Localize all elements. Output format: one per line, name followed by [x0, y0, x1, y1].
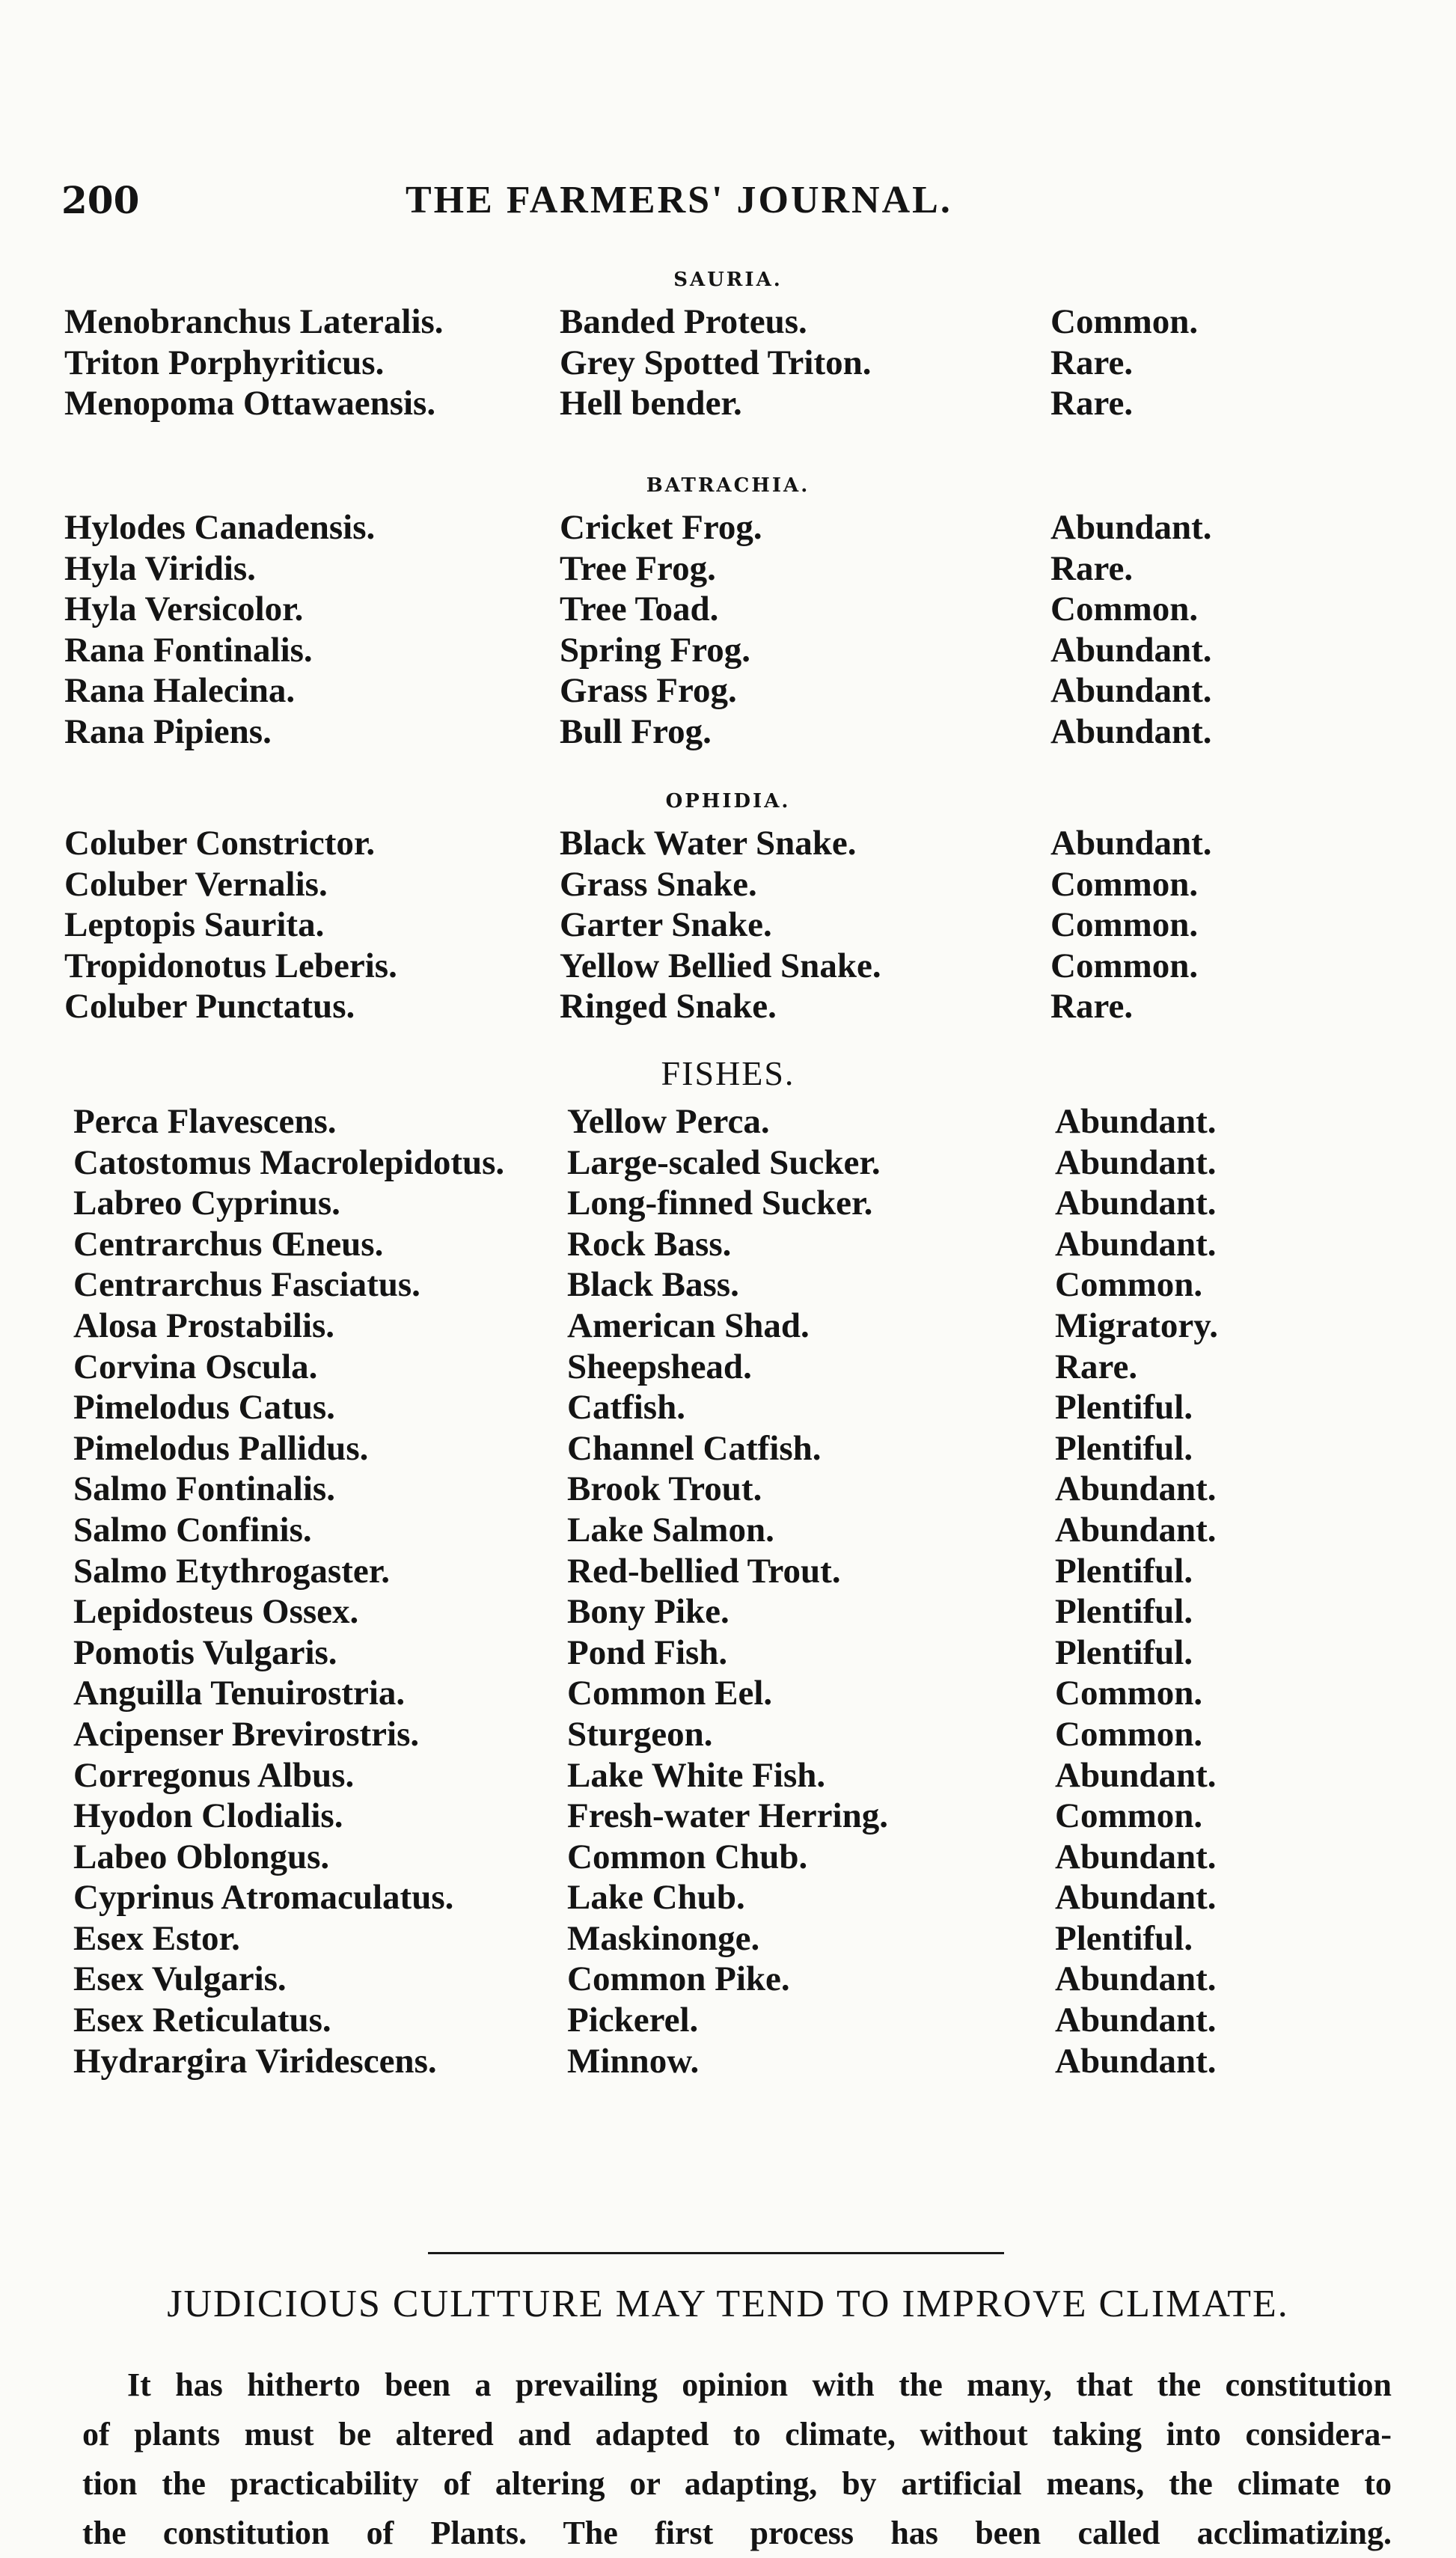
abundance: Abundant. [1055, 1102, 1217, 1141]
paragraph-line: the constitution of Plants. The first process has been called acclimatizing. [82, 2515, 1392, 2551]
common-name: Long-finned Sucker. [567, 1184, 873, 1223]
common-name: Lake Chub. [567, 1878, 745, 1918]
scientific-name: Alosa Prostabilis. [73, 1306, 335, 1345]
species-row [0, 1551, 1456, 1592]
scientific-name: Cyprinus Atromaculatus. [73, 1878, 454, 1918]
species-row [0, 670, 1456, 712]
common-name: Bull Frog. [560, 712, 712, 751]
species-row [0, 1877, 1456, 1918]
abundance: Rare. [1050, 384, 1134, 423]
scientific-name: Pimelodus Pallidus. [73, 1428, 369, 1468]
scientific-name: Menopoma Ottawaensis. [64, 384, 436, 423]
abundance: Common. [1055, 1265, 1203, 1305]
scientific-name: Menobranchus Lateralis. [64, 302, 444, 341]
species-row [0, 1469, 1456, 1510]
common-name: Maskinonge. [567, 1918, 760, 1958]
common-name: Banded Proteus. [560, 302, 807, 341]
abundance: Plentiful. [1055, 1592, 1193, 1632]
species-row [0, 1183, 1456, 1224]
scientific-name: Coluber Vernalis. [64, 864, 328, 904]
species-list-ophidia [0, 823, 1456, 1027]
species-row [0, 589, 1456, 630]
common-name: Lake White Fish. [567, 1755, 826, 1795]
scientific-name: Hylodes Canadensis. [64, 508, 376, 547]
abundance: Rare. [1050, 987, 1134, 1026]
common-name: Minnow. [567, 2041, 700, 2081]
common-name: Cricket Frog. [560, 508, 762, 547]
common-name: Pond Fish. [567, 1633, 728, 1672]
abundance: Common. [1055, 1674, 1203, 1713]
article-title: JUDICIOUS CULTTURE MAY TEND TO IMPROVE CLIMATE. [167, 2283, 1289, 2325]
species-row [0, 1837, 1456, 1878]
species-row [0, 986, 1456, 1027]
abundance: Abundant. [1055, 2041, 1217, 2081]
abundance: Abundant. [1050, 508, 1212, 547]
species-row [0, 343, 1456, 384]
scientific-name: Centrarchus Œneus. [73, 1224, 384, 1264]
section-fishes [0, 1046, 1456, 2081]
species-list-sauria [0, 302, 1456, 424]
abundance: Plentiful. [1055, 1918, 1193, 1958]
abundance: Abundant. [1055, 1184, 1217, 1223]
page-header [61, 178, 1416, 230]
common-name: Common Chub. [567, 1837, 808, 1876]
species-row [0, 383, 1456, 424]
scientific-name: Leptopis Saurita. [64, 905, 325, 945]
species-row [0, 1142, 1456, 1184]
common-name: Sturgeon. [567, 1714, 713, 1754]
section-divider [428, 2252, 1004, 2254]
common-name: Garter Snake. [560, 905, 772, 945]
common-name: Ringed Snake. [560, 987, 777, 1026]
scientific-name: Acipenser Brevirostris. [73, 1714, 420, 1754]
section-heading-batrachia: BATRACHIA. [646, 474, 810, 497]
scientific-name: Esex Reticulatus. [73, 2001, 331, 2040]
common-name: Large-scaled Sucker. [567, 1142, 881, 1182]
section-heading-fishes: FISHES. [661, 1054, 795, 1092]
species-row [0, 2000, 1456, 2041]
species-list-batrachia [0, 507, 1456, 753]
scientific-name: Pomotis Vulgaris. [73, 1633, 337, 1672]
species-row [0, 1428, 1456, 1469]
section-ophidia [0, 780, 1456, 1027]
abundance: Abundant. [1055, 1469, 1217, 1509]
species-row [0, 1714, 1456, 1755]
species-row [0, 1224, 1456, 1265]
common-name: Brook Trout. [567, 1469, 762, 1509]
species-row [0, 1755, 1456, 1796]
common-name: Pickerel. [567, 2001, 699, 2040]
common-name: Yellow Perca. [567, 1102, 770, 1141]
paragraph-line: It has hitherto been a prevailing opinion with the many, that the constitution [127, 2366, 1392, 2403]
scientific-name: Anguilla Tenuirostria. [73, 1674, 406, 1713]
species-row [0, 1264, 1456, 1306]
species-row [0, 1101, 1456, 1142]
scientific-name: Pimelodus Catus. [73, 1388, 335, 1428]
scientific-name: Labreo Cyprinus. [73, 1184, 340, 1223]
abundance: Common. [1055, 1796, 1203, 1836]
common-name: Grass Snake. [560, 864, 757, 904]
paragraph-line: of plants must be altered and adapted to climate, without taking into considera- [82, 2416, 1392, 2453]
scientific-name: Triton Porphyriticus. [64, 343, 385, 382]
scientific-name: Hydrargira Viridescens. [73, 2041, 437, 2081]
species-row [0, 905, 1456, 946]
common-name: Common Pike. [567, 1959, 790, 1999]
abundance: Abundant. [1050, 671, 1212, 711]
common-name: Hell bender. [560, 384, 742, 423]
common-name: Catfish. [567, 1388, 685, 1428]
abundance: Abundant. [1055, 1224, 1217, 1264]
abundance: Common. [1050, 864, 1199, 904]
scientific-name: Hyla Viridis. [64, 548, 256, 588]
abundance: Abundant. [1055, 1142, 1217, 1182]
scientific-name: Labeo Oblongus. [73, 1837, 330, 1876]
scientific-name: Tropidonotus Leberis. [64, 946, 397, 985]
abundance: Abundant. [1055, 1959, 1217, 1999]
common-name: Grey Spotted Triton. [560, 343, 872, 382]
common-name: American Shad. [567, 1306, 810, 1345]
scientific-name: Catostomus Macrolepidotus. [73, 1142, 505, 1182]
species-row [0, 1387, 1456, 1428]
species-row [0, 302, 1456, 343]
abundance: Common. [1055, 1714, 1203, 1754]
species-row [0, 1673, 1456, 1714]
species-row [0, 1347, 1456, 1388]
species-row [0, 1591, 1456, 1633]
abundance: Rare. [1055, 1347, 1138, 1386]
abundance: Plentiful. [1055, 1428, 1193, 1468]
scientific-name: Rana Fontinalis. [64, 630, 313, 670]
abundance: Abundant. [1050, 630, 1212, 670]
article-paragraph [82, 2360, 1392, 2558]
abundance: Common. [1050, 302, 1199, 341]
species-row [0, 630, 1456, 671]
scientific-name: Salmo Confinis. [73, 1510, 312, 1549]
scientific-name: Corvina Oscula. [73, 1347, 318, 1386]
paragraph-line: tion the practicability of altering or adapting, by artificial means, the climate to [82, 2465, 1392, 2502]
species-row [0, 946, 1456, 987]
scientific-name: Corregonus Albus. [73, 1755, 355, 1795]
species-row [0, 1796, 1456, 1837]
scientific-name: Salmo Fontinalis. [73, 1469, 335, 1509]
abundance: Rare. [1050, 343, 1134, 382]
abundance: Migratory. [1055, 1306, 1218, 1345]
scientific-name: Salmo Etythrogaster. [73, 1551, 390, 1591]
common-name: Black Bass. [567, 1265, 739, 1305]
section-batrachia [0, 464, 1456, 753]
scientific-name: Perca Flavescens. [73, 1102, 337, 1141]
scientific-name: Esex Estor. [73, 1918, 240, 1958]
common-name: Fresh-water Herring. [567, 1796, 888, 1836]
common-name: Red-bellied Trout. [567, 1551, 841, 1591]
species-row [0, 712, 1456, 753]
running-title: THE FARMERS' JOURNAL. [406, 179, 952, 221]
scientific-name: Rana Pipiens. [64, 712, 272, 751]
species-row [0, 823, 1456, 864]
species-row [0, 1959, 1456, 2000]
species-row [0, 1633, 1456, 1674]
species-list-fishes [0, 1101, 1456, 2081]
abundance: Common. [1050, 905, 1199, 945]
page-number: 200 [61, 178, 140, 222]
scientific-name: Esex Vulgaris. [73, 1959, 287, 1999]
abundance: Abundant. [1050, 712, 1212, 751]
species-row [0, 1918, 1456, 1959]
common-name: Yellow Bellied Snake. [560, 946, 881, 985]
common-name: Lake Salmon. [567, 1510, 774, 1549]
abundance: Abundant. [1055, 1878, 1217, 1918]
scientific-name: Lepidosteus Ossex. [73, 1592, 359, 1632]
abundance: Plentiful. [1055, 1388, 1193, 1428]
abundance: Abundant. [1050, 824, 1212, 863]
common-name: Sheepshead. [567, 1347, 752, 1386]
species-row [0, 548, 1456, 590]
abundance: Common. [1050, 590, 1199, 629]
species-row [0, 1510, 1456, 1551]
abundance: Abundant. [1055, 2001, 1217, 2040]
common-name: Rock Bass. [567, 1224, 732, 1264]
abundance: Abundant. [1055, 1510, 1217, 1549]
species-row [0, 2041, 1456, 2082]
abundance: Common. [1050, 946, 1199, 985]
section-heading-sauria: SAURIA. [673, 269, 783, 291]
common-name: Spring Frog. [560, 630, 751, 670]
common-name: Tree Frog. [560, 548, 716, 588]
scientific-name: Rana Halecina. [64, 671, 296, 711]
common-name: Grass Frog. [560, 671, 737, 711]
section-sauria [0, 258, 1456, 424]
scientific-name: Hyodon Clodialis. [73, 1796, 343, 1836]
abundance: Rare. [1050, 548, 1134, 588]
abundance: Abundant. [1055, 1837, 1217, 1876]
species-row [0, 1306, 1456, 1347]
common-name: Bony Pike. [567, 1592, 729, 1632]
common-name: Channel Catfish. [567, 1428, 822, 1468]
abundance: Plentiful. [1055, 1551, 1193, 1591]
scientific-name: Centrarchus Fasciatus. [73, 1265, 420, 1305]
abundance: Abundant. [1055, 1755, 1217, 1795]
scientific-name: Coluber Punctatus. [64, 987, 355, 1026]
scientific-name: Hyla Versicolor. [64, 590, 304, 629]
section-heading-ophidia: OPHIDIA. [665, 790, 791, 813]
species-row [0, 864, 1456, 905]
common-name: Tree Toad. [560, 590, 719, 629]
scientific-name: Coluber Constrictor. [64, 824, 376, 863]
species-row [0, 507, 1456, 548]
abundance: Plentiful. [1055, 1633, 1193, 1672]
common-name: Common Eel. [567, 1674, 773, 1713]
common-name: Black Water Snake. [560, 824, 857, 863]
